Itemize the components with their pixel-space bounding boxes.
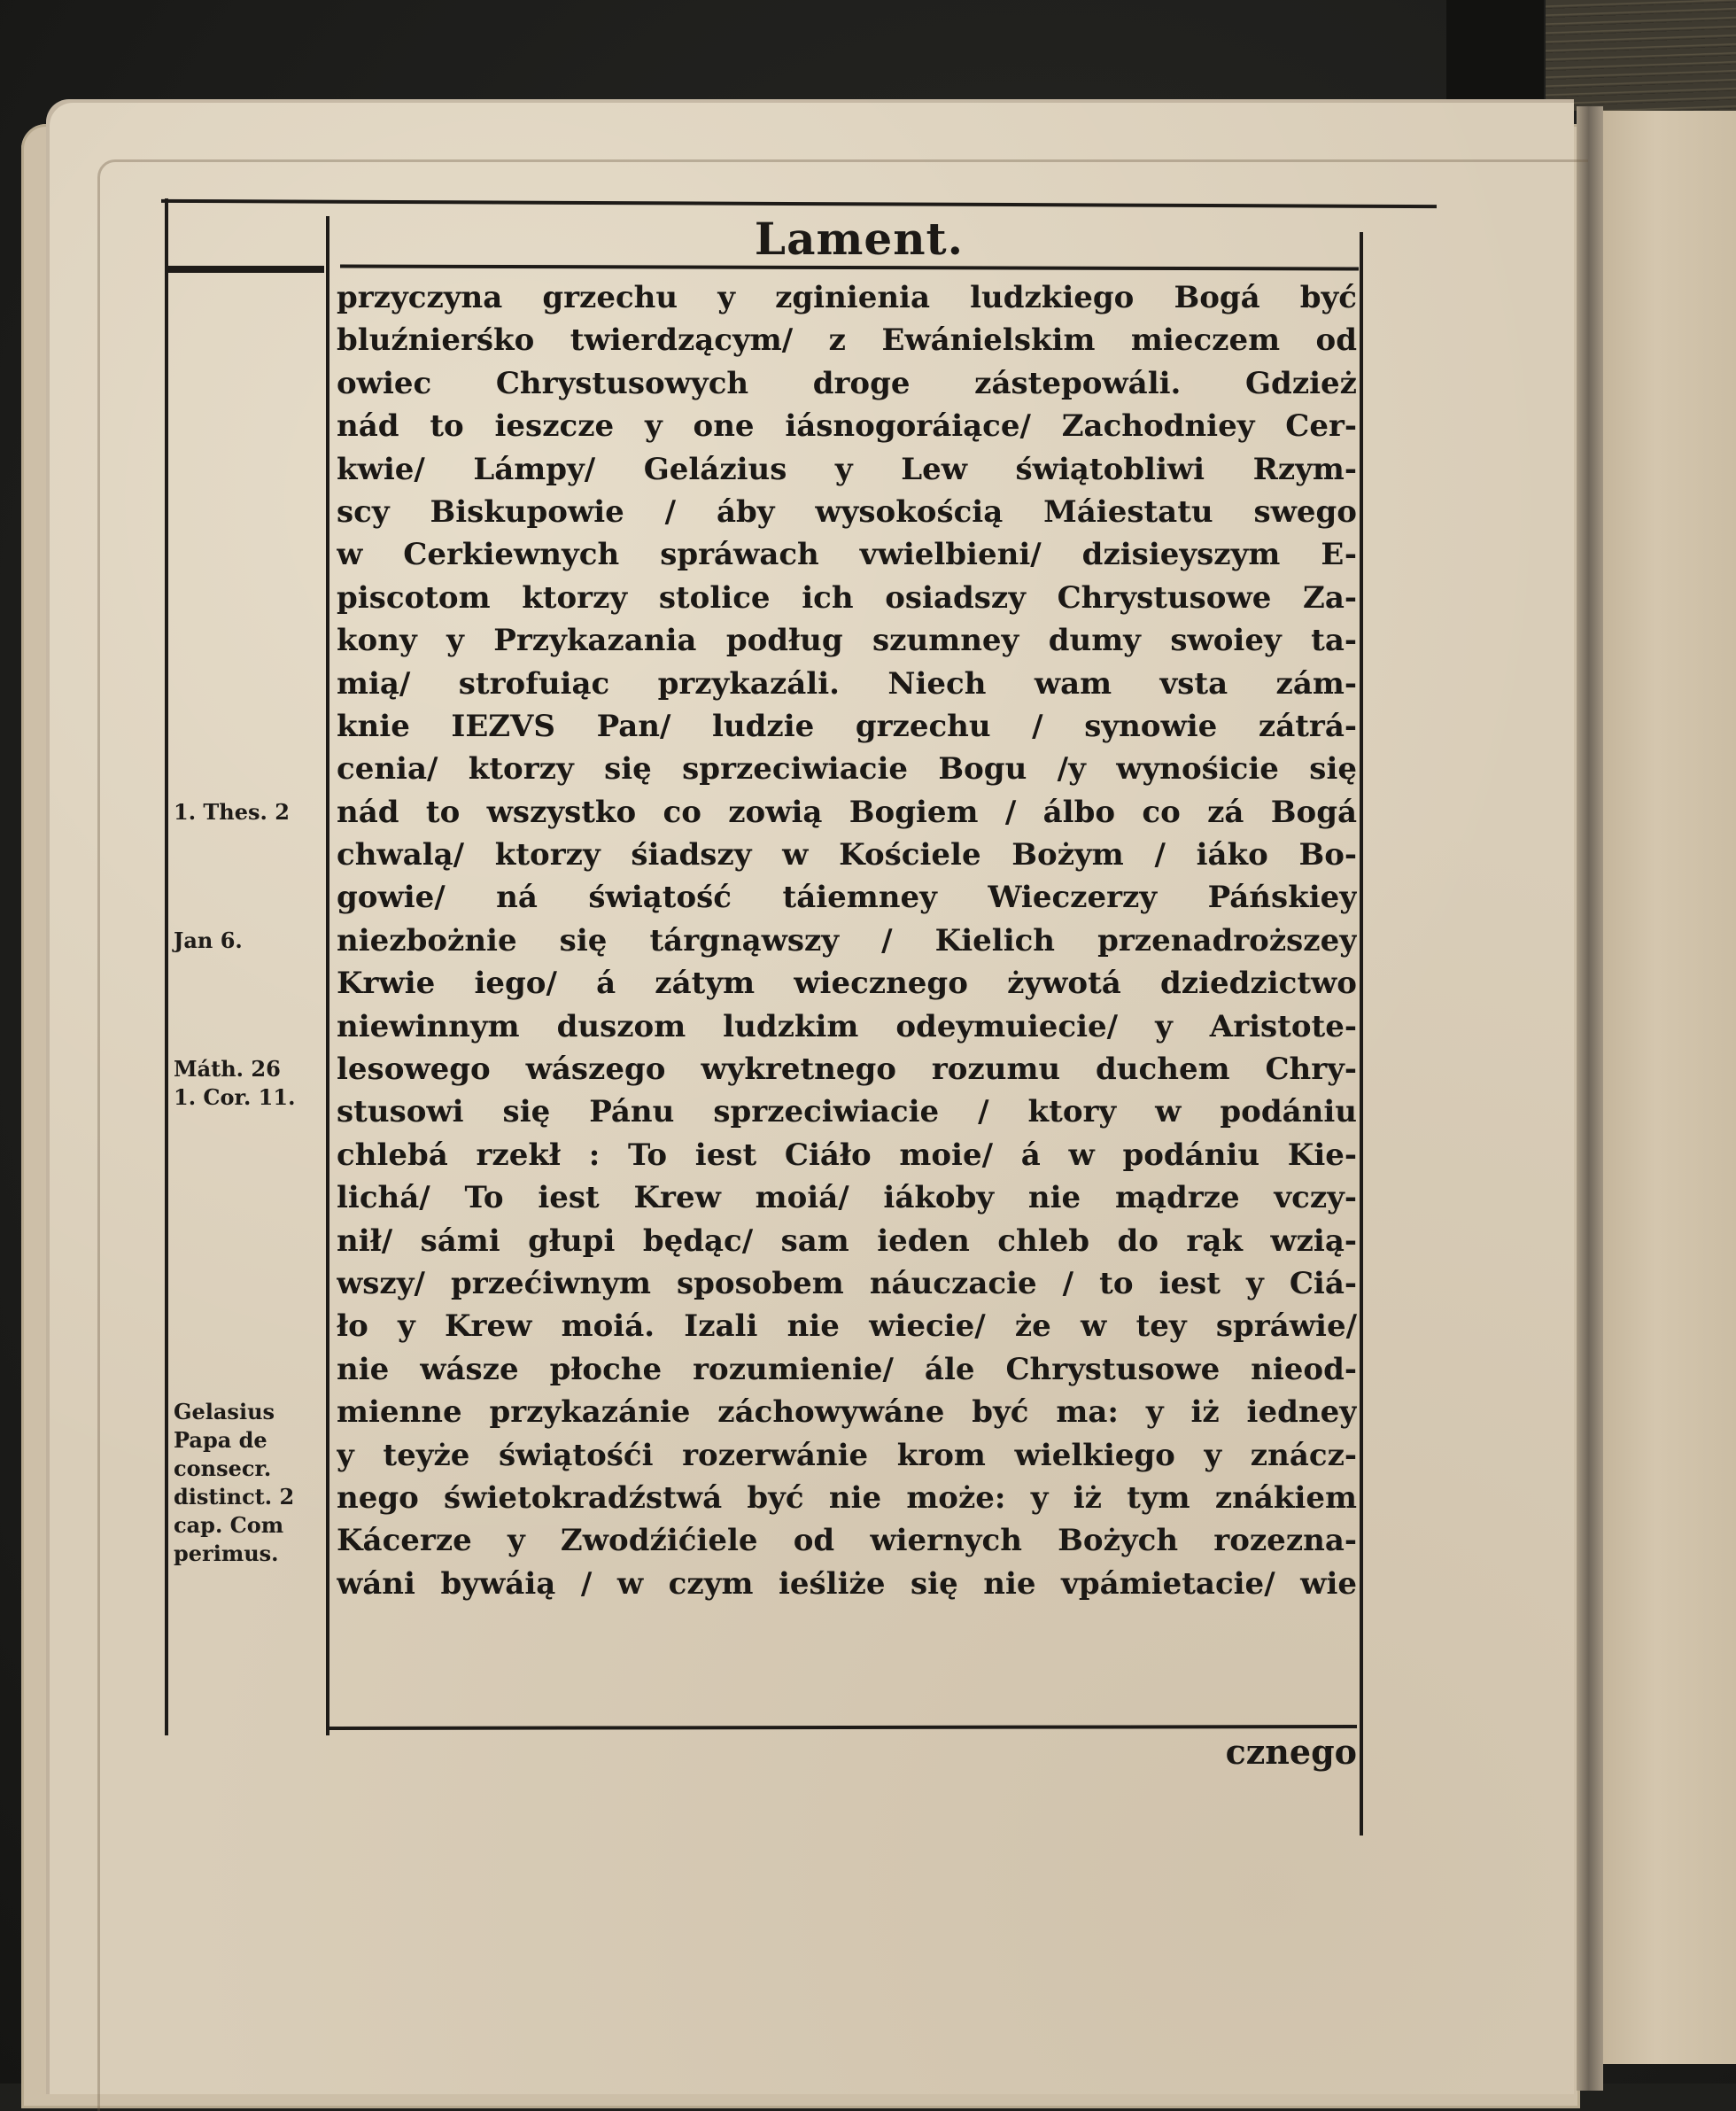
text-line: nego świetokradźstwá być nie może: y iż tym znákiem [337,1479,1357,1516]
margin-note-line: consecr. [174,1455,272,1482]
margin-note [174,1055,326,1112]
margin-note-line: 1. Thes. 2 [174,798,290,825]
text-line: Krwie iego/ á zátym wiecznego żywotá dziedzictwo [337,966,1357,1002]
margin-note [174,1398,326,1568]
margin-note-line: Gelasius [174,1399,275,1425]
margin-header-rule [165,266,324,273]
text-line: Kácerze y Zwodźićiele od wiernych Bożych rozezna- [337,1523,1357,1559]
margin-note-line: Máth. 26 [174,1056,281,1083]
text-line: niewinnym duszom ludzkim odeymuiecie/ y Aristote- [337,1008,1357,1044]
text-line: knie IEZVS Pan/ ludzie grzechu / synowie zátrá- [337,708,1357,744]
margin-note-line: Jan 6. [174,927,243,953]
margin-note-line: distinct. 2 [174,1484,295,1510]
text-line: nie wásze płoche rozumienie/ ále Chrystusowe nieod- [337,1351,1357,1387]
text-line: mienne przykazánie záchowywáne być ma: y iż iedney [337,1394,1357,1431]
text-line: mią/ strofuiąc przykazáli. Niech wam vsta zám- [337,665,1357,702]
text-line: nád to wszystko co zowią Bogiem / álbo co zá Bogá [337,794,1357,830]
text-line: wáni bywáią / w czym ieśliże się nie vpámietacie/ wie [337,1565,1357,1602]
text-line: y teyże świątośći rozerwánie krom wielkiego y znácz- [337,1437,1357,1473]
text-line: stusowi się Pánu sprzeciwiacie / ktory w podániu [337,1094,1357,1130]
book-shadow-gap [1446,0,1544,105]
margin-inner-rule [326,216,329,1735]
text-line: gowie/ ná świątość táiemney Wieczerzy Páńskiey [337,880,1357,916]
text-line: lichá/ To iest Krew moiá/ iákoby nie mądrze vczy- [337,1180,1357,1216]
text-line: bluźnierśko twierdzącym/ z Ewánielskim mieczem od [337,322,1357,359]
text-line: owiec Chrystusowych droge zástepowáli. Gdzież [337,365,1357,401]
text-line: scy Biskupowie / áby wysokością Máiestatu swego [337,493,1357,530]
body-text [337,276,1357,1605]
text-line: w Cerkiewnych spráwach vwielbieni/ dzisieyszym E- [337,537,1357,573]
text-line: niezbożnie się tárgnąwszy / Kielich przenadroższey [337,922,1357,958]
running-head: Lament. [754,213,965,265]
text-line: przyczyna grzechu y zginienia ludzkiego Bogá być [337,280,1357,315]
text-line: lesowego wászego wykretnego rozumu duchem Chry- [337,1052,1357,1088]
facing-page [1601,111,1736,2064]
catchword: cznego [1225,1732,1357,1772]
text-line: chlebá rzekł : To iest Ciáło moie/ á w podániu Kie- [337,1137,1357,1173]
text-line: ło y Krew moiá. Izali nie wiecie/ że w tey spráwie/ [337,1308,1357,1345]
margin-note-line: Papa de [174,1427,267,1454]
text-line: kwie/ Lámpy/ Gelázius y Lew świątobliwi Rzym- [337,451,1357,487]
text-line: cenia/ ktorzy się sprzeciwiacie Bogu /y wynośicie się [337,751,1357,788]
text-line: nił/ sámi głupi będąc/ sam ieden chleb do rąk wzią- [337,1222,1357,1259]
text-right-rule [1360,232,1363,1835]
text-line: chwalą/ ktorzy śiadszy w Kościele Bożym / iáko Bo- [337,837,1357,873]
margin-note-line: perimus. [174,1541,279,1567]
text-line: nád to ieszcze y one iásnogoráiące/ Zachodniey Cer- [337,408,1357,445]
text-line: kony y Przykazania podług szumney dumy swoiey ta- [337,623,1357,659]
text-line: wszy/ przećiwnym sposobem náuczacie / to iest y Ciá- [337,1265,1357,1301]
margin-outer-rule [165,198,168,1735]
margin-note-line: cap. Com [174,1512,284,1539]
text-line: piscotom ktorzy stolice ich osiadszy Chrystusowe Za- [337,579,1357,616]
margin-note-line: 1. Cor. 11. [174,1084,296,1111]
margin-note [174,798,326,827]
margin-note [174,927,326,955]
book-cover-edge [1546,0,1736,111]
